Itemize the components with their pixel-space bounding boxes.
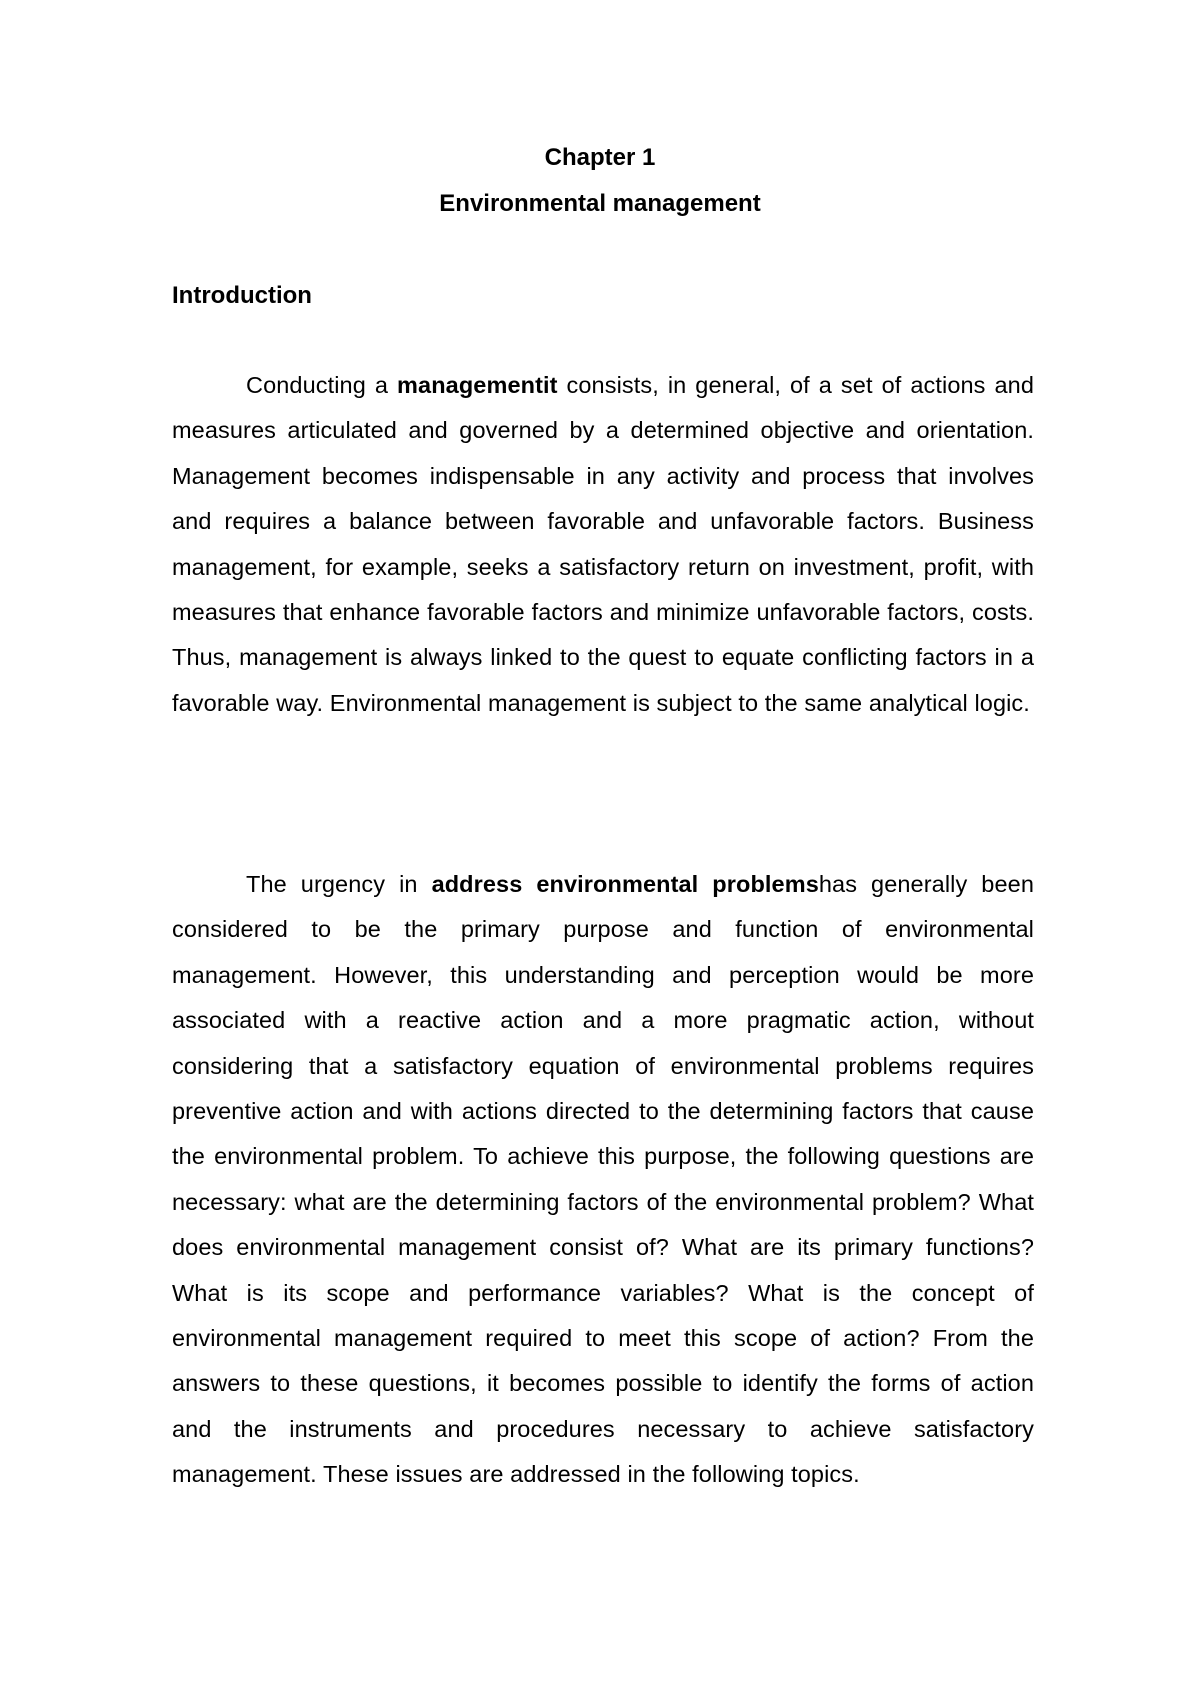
paragraph-1-bold-term: managementit xyxy=(397,372,558,398)
chapter-number: Chapter 1 xyxy=(544,144,656,171)
paragraph-2-text: has generally been considered to be the primary purpose and function of environmental management. However, this understanding and perception would be more associated with a reactive action and a more pragmatic action, without considering that a satisfactory equation of environmental problems requires preventive action and with actions directed to the determining factors that cause the environmental problem. To achieve this purpose, the following questions are necessary: what are the determining factors of the environmental problem? What does environmental management consist of? What are its primary functions? What is its scope and performance variables? What is the concept of environmental management required to meet this scope of action? From the answers to these questions, it becomes possible to identify the forms of action and the instruments and procedures necessary to achieve satisfactory management. These issues are addressed in the following topics. xyxy=(172,871,1034,1488)
body-paragraph-1 xyxy=(172,363,1034,726)
body-paragraph-2 xyxy=(172,862,1034,1498)
paragraph-2-bold-term: address environmental problems xyxy=(431,871,819,897)
paragraph-1-lead: Conducting a xyxy=(246,372,398,398)
paragraph-1-text: consists, in general, of a set of actions and measures articulated and governed by a determined objective and orientation. Management becomes indispensable in any activity and process that involves and requires a balance between favorable and unfavorable factors. Business management, for example, seeks a satisfactory return on investment, profit, with measures that enhance favorable factors and minimize unfavorable factors, costs. Thus, management is always linked to the quest to equate conflicting factors in a favorable way. Environmental management is subject to the same analytical logic. xyxy=(172,372,1034,716)
paragraph-2-lead: The urgency in xyxy=(246,871,432,897)
section-heading: Introduction xyxy=(172,282,312,309)
chapter-title: Environmental management xyxy=(439,190,761,217)
